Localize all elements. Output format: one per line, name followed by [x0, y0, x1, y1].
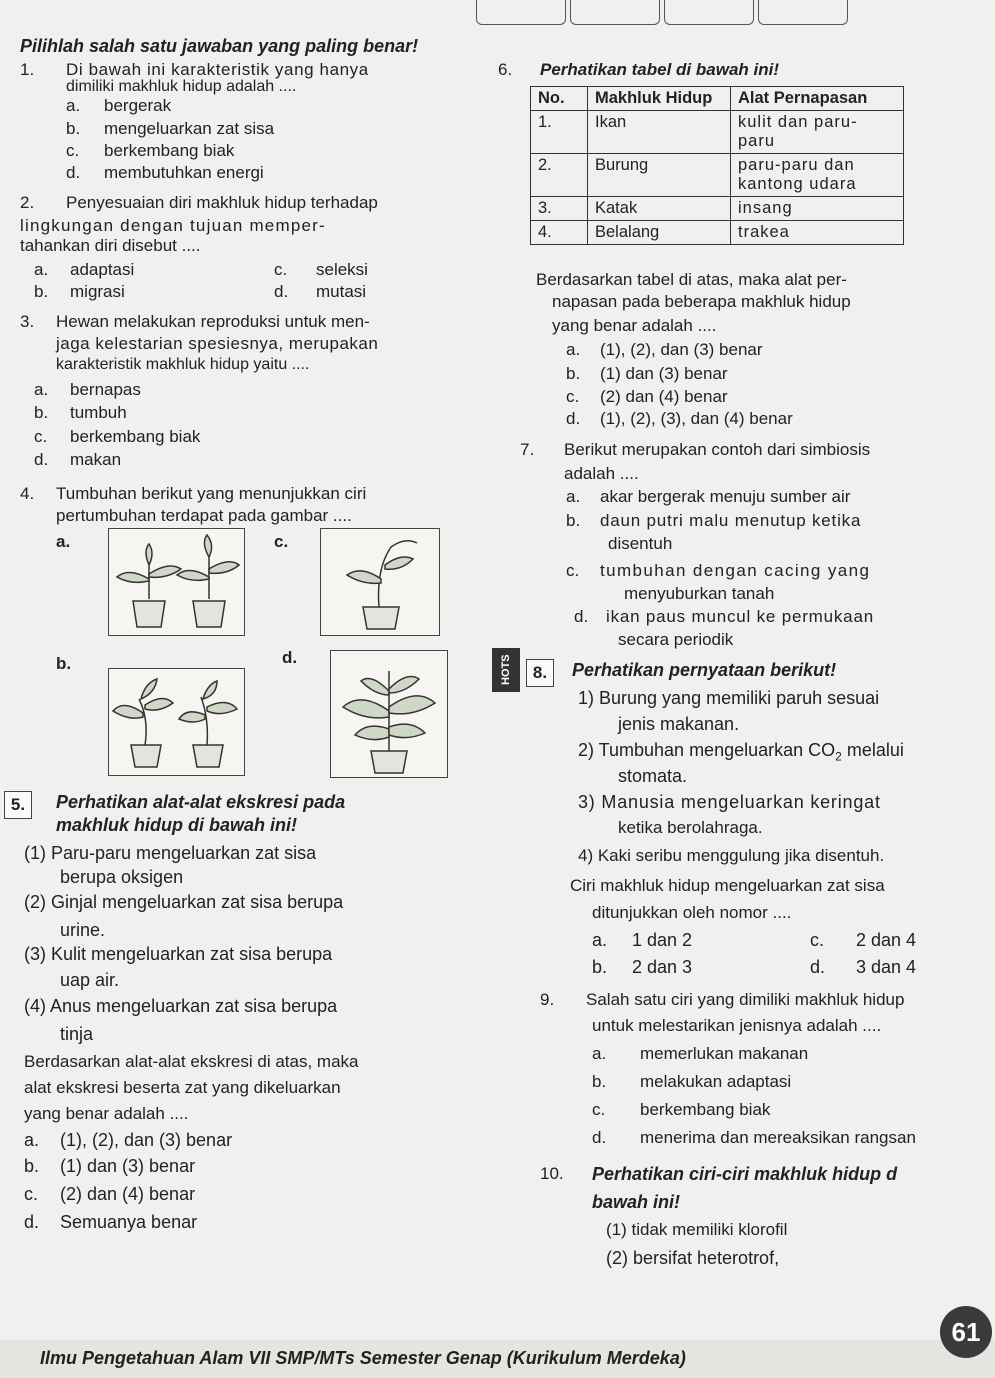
q4-label-c: c.	[274, 532, 289, 551]
q2-number: 2.	[20, 193, 35, 212]
q6-number: 6.	[498, 60, 513, 79]
q8-statement-1-cont: jenis makanan.	[618, 714, 740, 734]
table-header-row	[531, 87, 904, 111]
q4-label-b: b.	[56, 654, 72, 673]
table-row: 2. Burung paru-paru dan kantong udara	[531, 154, 904, 197]
q1-text-2: dimiliki makhluk hidup adalah ....	[66, 78, 297, 95]
q5-statement-4: (4) Anus mengeluarkan zat sisa berupa	[24, 996, 338, 1016]
q4-text-2: pertumbuhan terdapat pada gambar ....	[56, 506, 352, 525]
q9-text-2: untuk melestarikan jenisnya adalah ....	[592, 1016, 882, 1035]
hots-badge: HOTS	[492, 648, 520, 692]
page-number: 61	[940, 1306, 992, 1358]
q8-statement-2: 2) Tumbuhan mengeluarkan $CO_2$ melalui	[578, 740, 904, 764]
q8-statement-2-cont: stomata.	[618, 766, 688, 786]
q4-label-a: a.	[56, 532, 71, 551]
table-row: 1. Ikan kulit dan paru- paru	[531, 111, 904, 154]
q5-number: 5.	[4, 791, 32, 819]
q9-number: 9.	[540, 990, 555, 1009]
q6-question: Berdasarkan tabel di atas, maka alat per-	[536, 270, 847, 289]
q4-image-d[interactable]	[330, 650, 448, 778]
leafy-plant-image	[331, 651, 447, 777]
q8-number: 8.	[526, 659, 554, 687]
plant-pair-image	[109, 529, 244, 635]
q10-statement-1: (1) tidak memiliki klorofil	[606, 1220, 788, 1239]
q1-number: 1.	[20, 60, 35, 79]
q8-title: Perhatikan pernyataan berikut!	[572, 660, 837, 680]
q2-text: Penyesuaian diri makhluk hidup terhadap	[66, 193, 378, 212]
q3-text: Hewan melakukan reproduksi untuk men-	[56, 312, 370, 331]
q6-question-3: yang benar adalah ....	[552, 316, 717, 335]
q5-statement-3: (3) Kulit mengeluarkan zat sisa berupa	[24, 944, 333, 964]
q5-statement-2: (2) Ginjal mengeluarkan zat sisa berupa	[24, 892, 344, 912]
wilted-plants-image	[109, 669, 244, 775]
q4-label-d: d.	[282, 648, 298, 667]
q10-number: 10.	[540, 1164, 564, 1183]
q5-question: Berdasarkan alat-alat ekskresi di atas, maka	[24, 1052, 359, 1071]
q6-question-2: napasan pada beberapa makhluk hidup	[552, 292, 851, 311]
q4-number: 4.	[20, 484, 35, 503]
q5-statement-1: (1) Paru-paru mengeluarkan zat sisa	[24, 843, 317, 863]
q8-statement-1: 1) Burung yang memiliki paruh sesuai	[578, 688, 880, 708]
q4-image-c[interactable]	[320, 528, 440, 636]
q3-text-3: karakteristik makhluk hidup yaitu ....	[56, 356, 310, 373]
q10-title-2: bawah ini!	[592, 1192, 681, 1212]
q1-text: Di bawah ini karakteristik yang hanya	[66, 60, 369, 79]
q5-statement-4-cont: tinja	[60, 1024, 94, 1044]
q5-statement-3-cont: uap air.	[60, 970, 120, 990]
q7-text: Berikut merupakan contoh dari simbiosis	[564, 440, 871, 459]
q5-statement-2-cont: urine.	[60, 920, 106, 940]
q10-title: Perhatikan ciri-ciri makhluk hidup d	[592, 1164, 898, 1184]
q3-text-2: jaga kelestarian spesiesnya, merupakan	[56, 334, 379, 353]
q8-question-2: ditunjukkan oleh nomor ....	[592, 903, 792, 922]
q4-image-a[interactable]	[108, 528, 245, 636]
q7-text-2: adalah ....	[564, 464, 639, 483]
q8-question: Ciri makhluk hidup mengeluarkan zat sisa	[570, 876, 885, 895]
header-tab-1	[476, 0, 566, 25]
instruction: Pilihlah salah satu jawaban yang paling benar!	[20, 36, 419, 56]
table-row: 4. Belalang trakea	[531, 221, 904, 245]
q8-statement-3-cont: ketika berolahraga.	[618, 818, 763, 837]
header-tab-3	[664, 0, 754, 25]
q6-title: Perhatikan tabel di bawah ini!	[540, 60, 779, 79]
q8-statement-4: 4) Kaki seribu menggulung jika disentuh.	[578, 846, 885, 865]
bent-plant-image	[321, 529, 439, 635]
q4-text: Tumbuhan berikut yang menunjukkan ciri	[56, 484, 367, 503]
q7-number: 7.	[520, 440, 535, 459]
table-row: 3. Katak insang	[531, 197, 904, 221]
q5-title-2: makhluk hidup di bawah ini!	[56, 815, 298, 835]
q9-text: Salah satu ciri yang dimiliki makhluk hidup	[586, 990, 905, 1009]
q3-number: 3.	[20, 312, 35, 331]
header-tab-2	[570, 0, 660, 25]
q2-text-2: lingkungan dengan tujuan memper-	[20, 216, 326, 235]
header-no: No.	[531, 87, 588, 111]
q4-image-b[interactable]	[108, 668, 245, 776]
q5-question-3: yang benar adalah ....	[24, 1104, 189, 1123]
footer-title: Ilmu Pengetahuan Alam VII SMP/MTs Semester Genap (Kurikulum Merdeka)	[40, 1348, 686, 1368]
q5-title: Perhatikan alat-alat ekskresi pada	[56, 792, 346, 812]
header-makhluk-hidup: Makhluk Hidup	[588, 87, 731, 111]
header-alat-pernapasan: Alat Pernapasan	[731, 87, 904, 111]
q8-statement-3: 3) Manusia mengeluarkan keringat	[578, 792, 881, 812]
respiration-table	[530, 86, 904, 245]
q5-question-2: alat ekskresi beserta zat yang dikeluarkan	[24, 1078, 341, 1097]
q2-text-3: tahankan diri disebut ....	[20, 236, 201, 255]
q10-statement-2: (2) bersifat heterotrof,	[606, 1248, 780, 1268]
header-tab-4	[758, 0, 848, 25]
q5-statement-1-cont: berupa oksigen	[60, 867, 184, 887]
